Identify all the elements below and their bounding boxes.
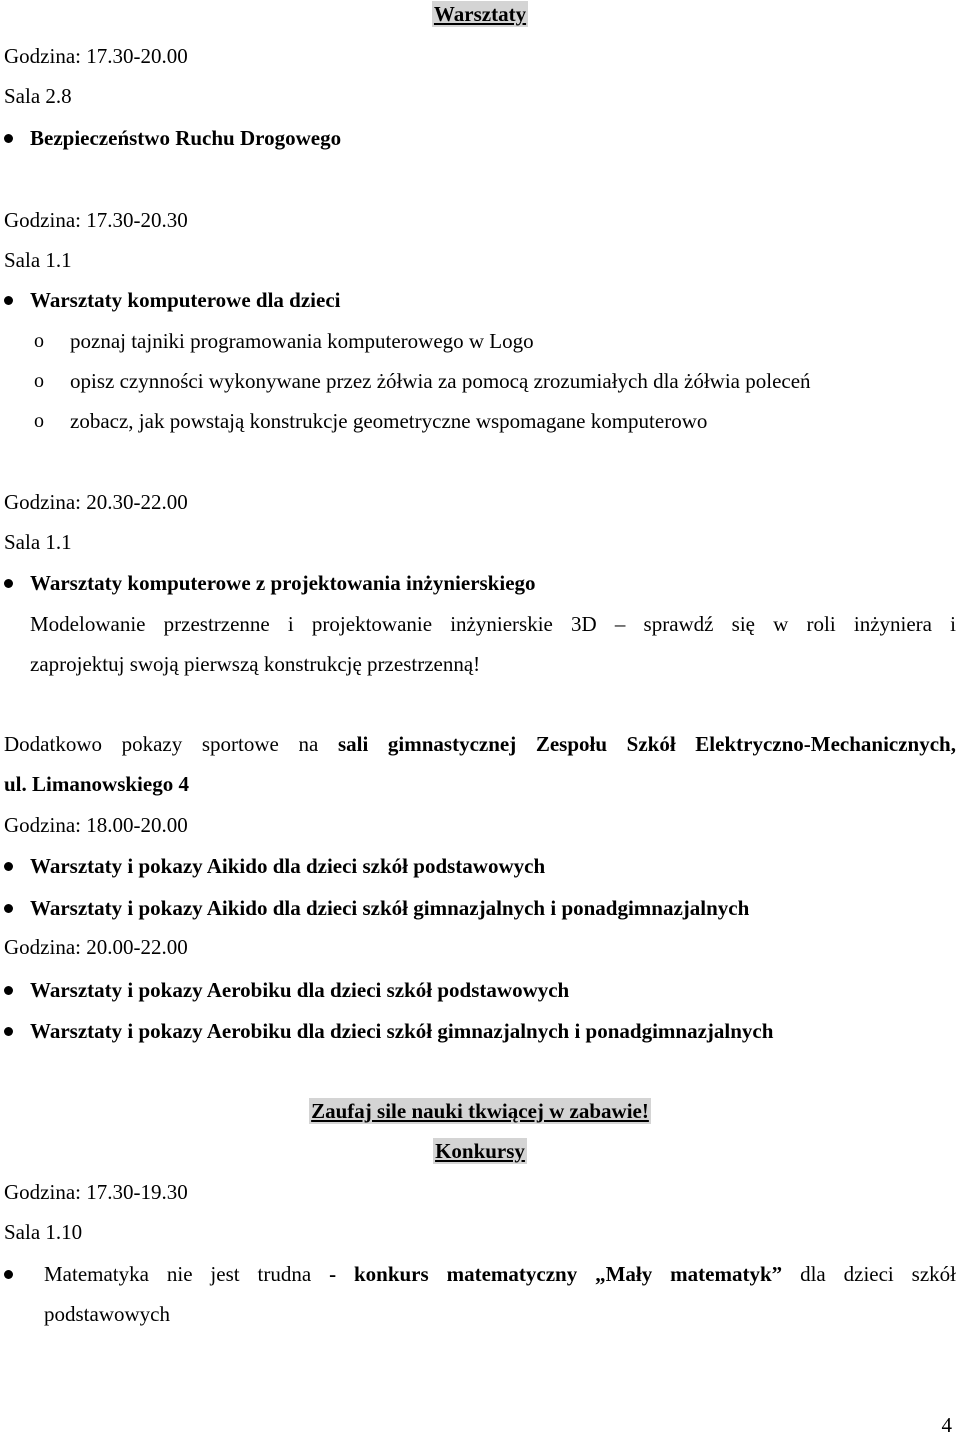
sports-intro: Dodatkowo pokazy sportowe na sali gimnastycznej Zespołu Szkół Elektryczno-Mechanicznych,: [4, 732, 956, 756]
time-label: Godzina: 17.30-20.00: [4, 44, 188, 68]
room-label: Sala 1.1: [4, 530, 72, 554]
workshop-item: Bezpieczeństwo Ruchu Drogowego: [30, 126, 342, 150]
slogan: Zaufaj sile nauki tkwiącej w zabawie!: [311, 1099, 649, 1123]
bullet-icon: [4, 980, 16, 992]
venue-address: ul. Limanowskiego 4: [4, 772, 189, 796]
bullet-icon: [4, 573, 16, 585]
section-title-warsztaty: Warsztaty: [433, 2, 527, 26]
time-label: Godzina: 18.00-20.00: [4, 813, 188, 837]
bullet-icon: [4, 1021, 16, 1033]
sub-item: opisz czynności wykonywane przez żółwia za pomocą zrozumiałych dla żółwia poleceń: [70, 369, 811, 393]
section-title-konkursy: Konkursy: [435, 1139, 525, 1163]
time-label: Godzina: 17.30-20.30: [4, 208, 188, 232]
circle-bullet-icon: o: [34, 330, 44, 352]
bullet-icon: [4, 1264, 16, 1276]
workshop-item: Warsztaty komputerowe dla dzieci: [30, 288, 341, 312]
circle-bullet-icon: o: [34, 410, 44, 432]
bullet-icon: [4, 290, 16, 302]
sub-item: zobacz, jak powstają konstrukcje geometryczne wspomagane komputerowo: [70, 409, 708, 433]
circle-bullet-icon: o: [34, 370, 44, 392]
sub-item: poznaj tajniki programowania komputerowego w Logo: [70, 329, 534, 353]
show-item: Warsztaty i pokazy Aerobiku dla dzieci szkół podstawowych: [30, 978, 570, 1002]
time-label: Godzina: 17.30-19.30: [4, 1180, 188, 1204]
bullet-icon: [4, 898, 16, 910]
time-label: Godzina: 20.00-22.00: [4, 935, 188, 959]
show-item: Warsztaty i pokazy Aikido dla dzieci szkół podstawowych: [30, 854, 546, 878]
time-label: Godzina: 20.30-22.00: [4, 490, 188, 514]
contest-item-continuation: podstawowych: [44, 1302, 170, 1326]
room-label: Sala 2.8: [4, 84, 72, 108]
room-label: Sala 1.10: [4, 1220, 83, 1244]
workshop-description-line: Modelowanie przestrzenne i projektowanie inżynierskie 3D – sprawdź się w roli inżyniera i: [30, 612, 956, 636]
show-item: Warsztaty i pokazy Aikido dla dzieci szkół gimnazjalnych i ponadgimnazjalnych: [30, 896, 750, 920]
page-number: 4: [941, 1413, 952, 1437]
bullet-icon: [4, 856, 16, 868]
show-item: Warsztaty i pokazy Aerobiku dla dzieci szkół gimnazjalnych i ponadgimnazjalnych: [30, 1019, 774, 1043]
bullet-icon: [4, 128, 16, 140]
room-label: Sala 1.1: [4, 248, 72, 272]
workshop-description-line: zaprojektuj swoją pierwszą konstrukcję przestrzenną!: [30, 652, 481, 676]
contest-item: Matematyka nie jest trudna - konkurs matematyczny „Mały matematyk” dla dzieci szkół: [44, 1262, 956, 1286]
workshop-item: Warsztaty komputerowe z projektowania inżynierskiego: [30, 571, 536, 595]
venue-name: sali gimnastycznej Zespołu Szkół Elektryczno-Mechanicznych,: [337, 732, 956, 756]
